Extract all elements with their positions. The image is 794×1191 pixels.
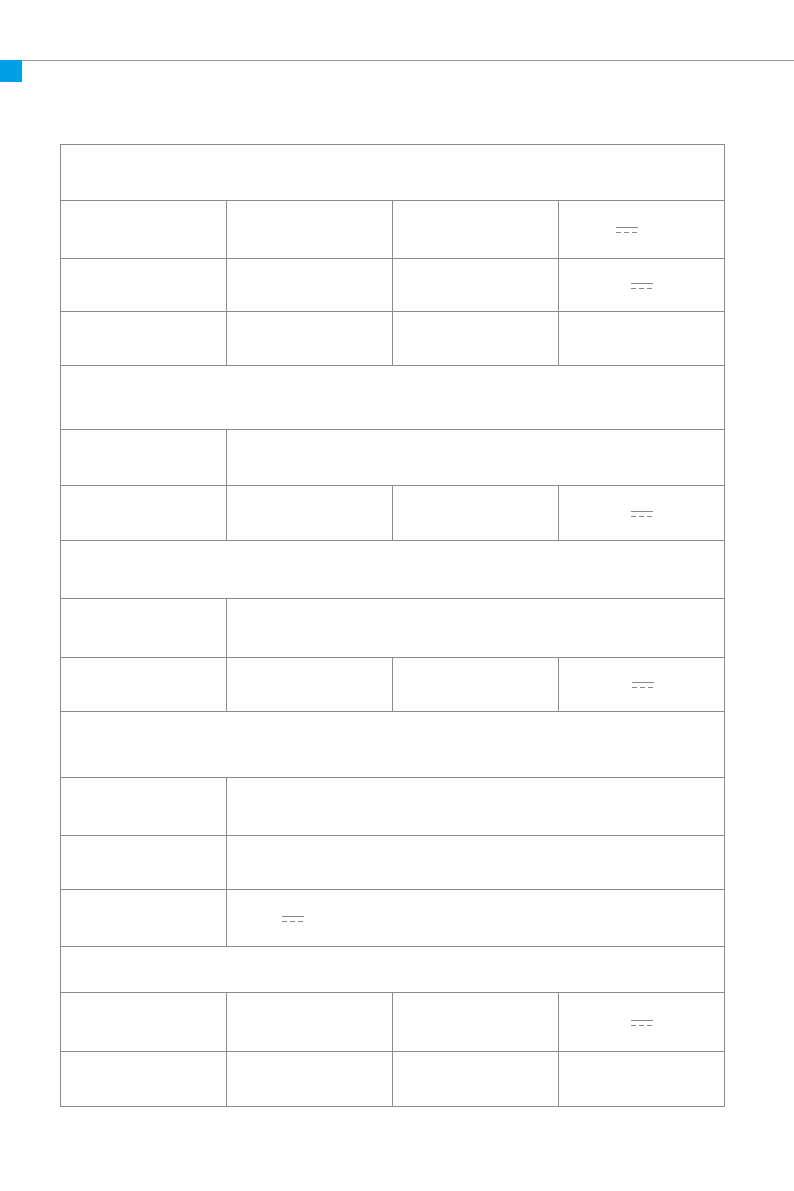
spec-value-cell (559, 486, 725, 541)
spec-value-cell (559, 312, 725, 366)
direct-current-symbol-icon (631, 1020, 653, 1026)
section-heading-cell (61, 947, 725, 993)
section-heading-cell (61, 366, 725, 430)
spec-label-cell (61, 430, 227, 486)
section-heading-cell (61, 145, 725, 201)
spec-value-cell (227, 599, 725, 658)
table-row (61, 993, 725, 1052)
table-section-row (61, 947, 725, 993)
spec-value-cell (559, 993, 725, 1052)
table-row (61, 836, 725, 890)
direct-current-symbol-icon (616, 227, 638, 233)
header-rule (0, 60, 794, 61)
spec-value-cell (227, 259, 393, 312)
table-row (61, 486, 725, 541)
spec-value-cell (393, 658, 559, 712)
spec-label-cell (61, 658, 227, 712)
table-row (61, 658, 725, 712)
table-row (61, 599, 725, 658)
direct-current-symbol-icon (632, 682, 654, 688)
spec-value-cell (227, 836, 725, 890)
table-row (61, 430, 725, 486)
section-tab-marker (0, 60, 22, 82)
spec-value-cell (393, 993, 559, 1052)
table-row (61, 312, 725, 366)
spec-label-cell (61, 486, 227, 541)
table-row (61, 890, 725, 947)
direct-current-symbol-icon (631, 283, 653, 289)
spec-value-cell (227, 778, 725, 836)
section-heading-cell (61, 712, 725, 778)
spec-value-cell (559, 201, 725, 259)
spec-label-cell (61, 599, 227, 658)
table-row (61, 1052, 725, 1107)
spec-value-cell (559, 658, 725, 712)
table-section-row (61, 712, 725, 778)
spec-value-cell (227, 486, 393, 541)
spec-label-cell (61, 778, 227, 836)
spec-value-cell (227, 430, 725, 486)
table-row (61, 259, 725, 312)
table-section-row (61, 366, 725, 430)
spec-value-cell (559, 259, 725, 312)
table-row (61, 778, 725, 836)
spec-value-cell (393, 259, 559, 312)
direct-current-symbol-icon (631, 511, 653, 517)
spec-label-cell (61, 201, 227, 259)
section-heading-cell (61, 541, 725, 599)
spec-value-cell (227, 658, 393, 712)
spec-label-cell (61, 259, 227, 312)
spec-label-cell (61, 1052, 227, 1107)
spec-value-cell (227, 312, 393, 366)
spec-label-cell (61, 993, 227, 1052)
spec-value-cell (559, 1052, 725, 1107)
table-row (61, 201, 725, 259)
spec-value-cell (227, 993, 393, 1052)
direct-current-symbol-icon (282, 916, 304, 922)
spec-value-cell (227, 890, 725, 947)
table-section-row (61, 145, 725, 201)
spec-value-cell (393, 486, 559, 541)
spec-value-cell (393, 312, 559, 366)
spec-value-cell (227, 201, 393, 259)
spec-value-cell (393, 201, 559, 259)
spec-label-cell (61, 836, 227, 890)
spec-label-cell (61, 312, 227, 366)
spec-value-cell (227, 1052, 393, 1107)
spec-value-cell (393, 1052, 559, 1107)
spec-label-cell (61, 890, 227, 947)
table-section-row (61, 541, 725, 599)
spec-table (60, 144, 725, 1107)
